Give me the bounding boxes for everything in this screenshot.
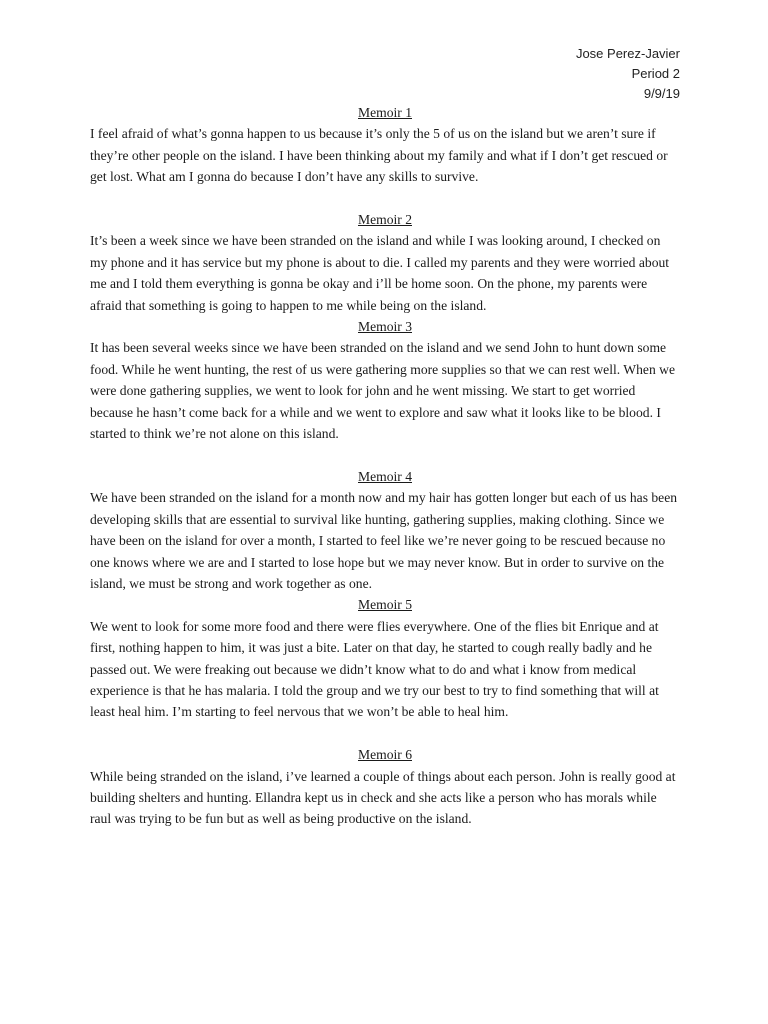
memoir-section — [90, 209, 680, 316]
memoir-text: While being stranded on the island, i’ve learned a couple of things about each person. John is really good at building shelters and hunting. Ellandra kept us in check and she acts like a person who has morals while raul was trying to be fun but as well as being productive on the island. — [90, 768, 676, 827]
memoir-title: Memoir 1 — [358, 105, 412, 120]
document-body — [90, 102, 680, 830]
memoir-text: It has been several weeks since we have been stranded on the island and we send John to hunt down some food. While he went hunting, the rest of us were gathering more supplies so that we can rest well. When we were done gathering supplies, we went to look for john and he went missing. We start to get worried because he hasn’t come back for a while and we went to explore and saw what it looks like to be blood. I started to think we’re not alone on this island. — [90, 340, 676, 442]
memoir-title: Memoir 2 — [358, 212, 412, 228]
document-date: 9/9/19 — [643, 86, 680, 101]
memoir-title: Memoir 6 — [358, 747, 412, 763]
memoir-title: Memoir 5 — [358, 597, 412, 613]
memoir-text: We have been stranded on the island for a month now and my hair has gotten longer but each of us has been developing skills that are essential to survival like hunting, gathering supplies, making clothing. Since we have been on the island for over a month, I started to feel like we’re never going to be rescued because no one knows where we are and I started to lose hope but we may never know. But in order to survive on the island, we must be strong and work together as one. — [90, 490, 678, 591]
memoir-section — [90, 594, 680, 722]
class-period: Period 2 — [631, 66, 680, 81]
memoir-title: Memoir 4 — [358, 468, 412, 484]
paragraph-gap — [90, 444, 680, 465]
memoir-title: Memoir 3 — [358, 319, 412, 335]
memoir-text: We went to look for some more food and there were flies everywhere. One of the flies bit Enrique and at first, nothing happen to him, it was just a bite. Later on that day, he started to cough really badly and he passed out. We were freaking out because we didn’t know what to do and what i know from medical experience is that he has malaria. I told the group and we try our best to try to find something that will at least heal him. I’m starting to feel nervous that we won’t be able to heal him. — [90, 618, 659, 720]
memoir-section — [90, 744, 680, 830]
memoir-section — [90, 102, 680, 188]
document-header — [576, 44, 680, 104]
author-name: Jose Perez-Javier — [575, 46, 680, 61]
memoir-text: It’s been a week since we have been stranded on the island and while I was looking around, I checked on my phone and it has service but my phone is about to die. I called my parents and they were worried about me and I told them everything is gonna be okay and i’ll be home soon. On the phone, my parents were afraid that something is going to happen to me while being on the island. — [90, 233, 670, 313]
paragraph-gap — [90, 188, 680, 209]
memoir-section — [90, 466, 680, 594]
memoir-text: I feel afraid of what’s gonna happen to us because it’s only the 5 of us on the island but we aren’t sure if they’re other people on the island. I have been thinking about my family and what if I don’t get rescued or get lost. What am I gonna do because I don’t have any skills to survive. — [90, 126, 668, 185]
memoir-section — [90, 316, 680, 444]
paragraph-gap — [90, 723, 680, 744]
